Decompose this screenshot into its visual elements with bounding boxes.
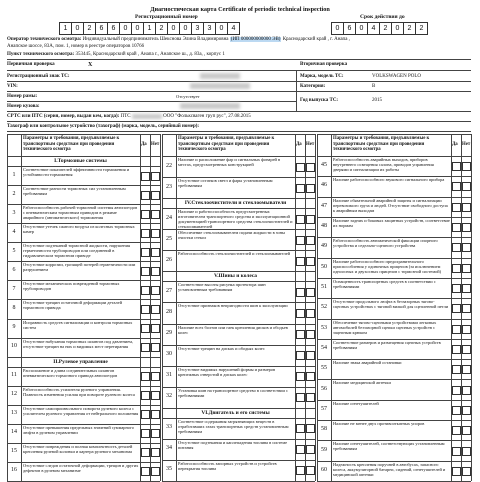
yes-checkbox[interactable] [141,448,150,457]
row-requirement: Установка шин на транспортное средство в соответствии с требованиями [178,387,288,398]
section-title: VI.Двигатель и его системы [201,409,270,416]
row-number: 59 [321,446,327,453]
no-checkbox[interactable] [462,304,471,313]
no-checkbox[interactable] [151,210,160,219]
registration-digit: 6 [95,22,108,35]
yes-checkbox[interactable] [141,467,150,476]
registration-digit: 1 [59,22,72,35]
row-requirement: Отсутствие остатков светл и фары установленным требованиям [178,178,273,189]
yes-checkbox[interactable] [141,391,150,400]
yes-checkbox[interactable] [296,309,305,318]
yes-checkbox[interactable] [296,351,305,360]
table-header-no: Нет [151,142,160,147]
srts-number-redacted: 00000000000 [131,114,162,119]
yes-checkbox[interactable] [452,264,461,273]
yes-checkbox[interactable] [452,203,461,212]
yes-checkbox[interactable] [452,365,461,374]
row-requirement: Отсутствие самопроизвольного поворота рулевого колеса с усилителем рулевого управления от нейтрального положения [23,405,139,416]
row-number: 46 [321,182,327,189]
yes-checkbox[interactable] [296,257,305,266]
row-divider [162,408,315,409]
no-checkbox[interactable] [306,288,315,297]
no-checkbox[interactable] [462,386,471,395]
yes-checkbox[interactable] [452,345,461,354]
no-checkbox[interactable] [151,429,160,438]
row-number: 31 [166,372,172,379]
row-divider [162,198,315,199]
row-requirement: Наличие и работоспособность предусмотренных изготовителем транспортного средства и эксплуатационной документацией транспортного средства стеклоочистителей и стеклоомывателей [178,209,293,230]
table-header-no: Нет [462,142,471,147]
yes-checkbox[interactable] [452,223,461,232]
row-number: 15 [11,448,17,455]
yes-checkbox[interactable] [141,429,150,438]
category-value: B [372,84,376,89]
yes-checkbox[interactable] [452,426,461,435]
table-header-params: Параметры и требования, предъявляемые к транспортным средствам при проведении технического осмотра [23,136,120,152]
yes-checkbox[interactable] [296,236,305,245]
yes-checkbox[interactable] [141,191,150,200]
table-header-yes: Да [141,142,147,147]
vin-label: VIN: [7,84,18,89]
row-number: 8 [12,304,16,311]
registration-digit: 1 [143,22,156,35]
vin-value-redacted [190,83,250,89]
registration-digit: 4 [227,22,240,35]
yes-checkbox[interactable] [141,267,150,276]
row-number: 60 [321,466,327,473]
validity-digit: 0 [355,22,368,35]
table-header-yes: Да [452,142,458,147]
no-checkbox[interactable] [462,365,471,374]
row-requirement: Наличие работоспособного предохранительного приспособления у одиночных прицепов (за исключением одноосных и двухосных прицепов с тормозной системой) [333,258,442,274]
row-number: 48 [321,223,327,230]
row-number: 55 [321,365,327,372]
yes-checkbox[interactable] [141,372,150,381]
row-requirement: Отсутствие признаков непригодности шин к эксплуатации [178,303,288,309]
row-requirement: Работоспособность усилителя рулевого управления. Плавность изменения усилия при повороте рулевого колеса [23,386,135,397]
yes-checkbox[interactable] [452,304,461,313]
station-line [7,52,225,58]
row-requirement: Работоспособность запорных устройств и устройств перекрытия топлива [178,460,277,471]
row-number: 16 [11,467,17,474]
srts-issuer: ООО "Фольксваген груп рус", 27.08.2015 [163,114,251,119]
yes-checkbox[interactable] [452,182,461,191]
row-requirement: Соответствие разности тормозных сил установленным требованиям [23,186,126,197]
row-requirement: Отсутствие трещин остаточной деформации деталей тормозного привода [23,300,122,311]
row-number: 9 [12,324,16,331]
no-checkbox[interactable] [306,215,315,224]
row-requirement: Отсутствие повреждения и полная комплектность деталей крепления рулевой колонки и картера рулевого механизма [23,443,133,454]
no-checkbox[interactable] [462,162,471,171]
no-checkbox[interactable] [151,286,160,295]
row-number: 34 [166,445,172,452]
table-header-params: Параметры и требования, предъявляемые к транспортным средствам при проведении технического осмотра [333,136,430,152]
yes-checkbox[interactable] [452,447,461,456]
no-checkbox[interactable] [462,467,471,476]
reg-sign-value-redacted [200,73,240,79]
row-requirement: Отсутствие подтекания и каплепадения топлива в системе питания [178,439,288,450]
row-number: 11 [11,372,17,379]
row-requirement: Отсутствие механических повреждений тормозных трубопроводов [23,281,120,292]
section-title: II.Рулевое управление [53,358,108,365]
row-requirement: Отсутствие следов остаточной деформации, трещин и других дефектов в рулевом механизме [23,462,139,473]
section-title: IV.Стеклоочистители и стеклоомыватели [184,200,287,207]
yes-checkbox[interactable] [296,424,305,433]
table-border [317,134,471,135]
row-number: 24 [166,214,172,221]
no-checkbox[interactable] [151,343,160,352]
row-number: 30 [166,351,172,358]
yes-checkbox[interactable] [296,184,305,193]
row-requirement: Отсутствие видимых нарушений формы и размеров крепежных отверстий в дисках колес [178,366,276,377]
row-requirement: Наличие знака аварийной остановки [333,360,402,366]
body-number-label: Номер кузова: [7,104,40,109]
table-border [315,134,316,481]
row-number: 1 [12,171,16,178]
no-checkbox[interactable] [462,223,471,232]
row-number: 7 [12,285,16,292]
row-number: 50 [321,263,327,270]
row-number: 45 [321,162,327,169]
table-header-divider [7,156,160,157]
no-checkbox[interactable] [151,324,160,333]
yes-checkbox[interactable] [141,210,150,219]
year-label: Год выпуска ТС: [300,98,339,103]
no-checkbox[interactable] [462,345,471,354]
row-number: 28 [166,308,172,315]
row-number: 32 [166,393,172,400]
registration-digit: 0 [167,22,180,35]
row-number: 49 [321,243,327,250]
row-number: 27 [166,287,172,294]
yes-checkbox[interactable] [452,162,461,171]
body-number-value-redacted [180,103,240,109]
registration-digit: 3 [191,22,204,35]
registration-number-label: Регистрационный номер [135,14,198,20]
row-number: 3 [12,209,16,216]
row-number: 52 [321,304,327,311]
no-checkbox[interactable] [462,325,471,334]
station-label: Пункт технического осмотра: [7,52,75,57]
yes-checkbox[interactable] [296,445,305,454]
tachograph-label: Тахограф или контрольное устройство (тахограф) (марка, модель, серийный номер): [7,124,200,129]
row-number: 47 [321,202,327,209]
table-header-params: Параметры и требования, предъявляемые к транспортным средствам при проведении технического осмотра [178,136,275,152]
registration-digit: 2 [155,22,168,35]
table-header-yes: Да [296,142,302,147]
validity-date-digits [332,22,428,35]
operator-ogrn: (ИП 000000000000 ЭВ) [230,37,281,42]
table-border [160,134,161,481]
yes-checkbox[interactable] [141,172,150,181]
category-label: Категория: [300,84,326,89]
no-checkbox[interactable] [462,182,471,191]
row-requirement: Соответствие показателей эффективности торможения и устойчивости торможения [23,167,130,177]
no-checkbox[interactable] [151,448,160,457]
row-number: 35 [166,466,172,473]
row-number: 25 [166,235,172,242]
yes-checkbox[interactable] [452,406,461,415]
row-requirement: Работоспособность рабочей тормозной системы автопоездов с пневматическим тормозным приводом в режиме аварийного (автоматического) торможения [23,205,138,221]
table-border [471,134,472,481]
validity-label: Срок действия до [360,14,405,20]
table-header-no: Нет [306,142,315,147]
operator-address: Краснодарский край , г. Анапа , [282,37,350,42]
row-number: 56 [321,385,327,392]
row-number: 6 [12,266,16,273]
no-checkbox[interactable] [306,184,315,193]
no-checkbox[interactable] [306,372,315,381]
primary-check-mark: X [88,62,93,68]
row-number: 53 [321,324,327,331]
no-checkbox[interactable] [462,264,471,273]
operator-value: Индивидуальный предприниматель Шекснова Элина Владимировна [82,37,229,42]
registration-number-digits [60,22,240,35]
validity-digit: 2 [379,22,392,35]
row-number: 12 [11,391,17,398]
table-border [7,134,160,135]
no-checkbox[interactable] [462,426,471,435]
yes-checkbox[interactable] [296,163,305,172]
row-number: 54 [321,344,327,351]
row-requirement: Наличие медицинской аптечки [333,380,391,386]
yes-checkbox[interactable] [141,305,150,314]
no-checkbox[interactable] [306,424,315,433]
yes-checkbox[interactable] [296,372,305,381]
yes-checkbox[interactable] [296,466,305,475]
secondary-check-label: Вторичная проверка [300,62,348,67]
no-checkbox[interactable] [462,243,471,252]
srts-line [7,114,251,120]
operator-label: Оператор технического осмотра: [7,37,82,42]
primary-check-label: Первичная проверка [7,62,55,67]
no-checkbox[interactable] [462,406,471,415]
registration-digit: 3 [203,22,216,35]
registration-digit: 0 [119,22,132,35]
yes-checkbox[interactable] [141,343,150,352]
row-number: 14 [11,429,17,436]
no-checkbox[interactable] [462,447,471,456]
no-checkbox[interactable] [151,410,160,419]
registration-digit: 0 [215,22,228,35]
row-number: 57 [321,405,327,412]
validity-digit: 4 [367,22,380,35]
row-requirement: Обеспечение тягово-сцепными устройствами легковых автомобилей беззазорной сцепки сцепных устройств с зацепным крюком [333,319,437,335]
row-number: 33 [166,424,172,431]
row-number: 26 [166,256,172,263]
no-checkbox[interactable] [306,257,315,266]
row-requirement: Работоспособность аварийных выходов, приборов внутреннего освещения салона, приводов управления дверями и сигнализации их работы [333,157,434,172]
row-requirement: Наличие огнетушителей, соответствующих установленным требованиям [333,441,445,452]
row-number: 10 [11,343,17,350]
yes-checkbox[interactable] [452,386,461,395]
no-checkbox[interactable] [306,236,315,245]
registration-digit: 6 [107,22,120,35]
validity-digit: 6 [343,22,356,35]
row-requirement: Соответствие содержания загрязняющих веществ в отработавших газах транспортных средств установленным требованиям [178,418,289,434]
registration-digit: 0 [131,22,144,35]
operator-address-line2: Анапское шоссе, 83А, пом. 1, номер в реестре операторов 10766 [7,44,145,49]
row-requirement: Отсутствие подтеканий тормозной жидкости, нарушения герметичности трубопроводов или соединений в гидравлическом тормозном приводе [23,243,131,259]
station-value: 353445, Краснодарский край , Анапа г., Анапское ш., д. 83а, , корпус 1 [75,52,225,57]
no-checkbox[interactable] [151,391,160,400]
table-border [162,134,315,135]
row-requirement: Отсутствие коррозии, грозящей потерей герметичности или разрушением [23,262,136,273]
no-checkbox[interactable] [306,393,315,402]
no-checkbox[interactable] [462,284,471,293]
no-checkbox[interactable] [151,191,160,200]
row-number: 58 [321,426,327,433]
yes-checkbox[interactable] [296,393,305,402]
yes-checkbox[interactable] [452,243,461,252]
row-number: 22 [166,162,172,169]
row-requirement: Расположение и длина соединительных шлангов пневматического тормозного привода автопоездов [23,367,118,378]
yes-checkbox[interactable] [141,410,150,419]
yes-checkbox[interactable] [296,330,305,339]
make-model-label: Марка, модель ТС: [300,74,344,79]
row-number: 13 [11,410,17,417]
section-title: V.Шины и колеса [214,273,257,280]
operator-line [7,37,350,43]
row-requirement: Наличие и расположение фар и сигнальных фонарей в местах, предусмотренных конструкцией [178,157,281,167]
validity-digit: 2 [403,22,416,35]
row-number: 4 [12,228,16,235]
row-requirement: Отсутствие набухания тормозных шлангов под давлением, отсутствие трещин на них и видимых мест перетирания [23,338,134,349]
row-number: 29 [166,330,172,337]
table-column-divider [176,134,177,481]
frame-number-value: Отсутствует [176,94,200,99]
validity-digit: 0 [331,22,344,35]
registration-digit: 0 [179,22,192,35]
yes-checkbox[interactable] [141,324,150,333]
registration-digit: 2 [83,22,96,35]
yes-checkbox[interactable] [452,325,461,334]
row-requirement: Наличие работоспособного звукового сигнального прибора [333,177,445,183]
no-checkbox[interactable] [151,172,160,181]
no-checkbox[interactable] [151,305,160,314]
year-value: 2015 [372,98,382,103]
row-number: 5 [12,247,16,254]
row-requirement: Отсутствие утечек сжатого воздуха из колесных тормозных камер [23,224,135,235]
yes-checkbox[interactable] [141,248,150,257]
yes-checkbox[interactable] [141,286,150,295]
frame-number-label: Номер рамы: [7,94,38,99]
no-checkbox[interactable] [151,229,160,238]
no-checkbox[interactable] [151,372,160,381]
yes-checkbox[interactable] [296,288,305,297]
row-requirement: Отсутствие трещин на дисках и ободьях колес [178,345,265,351]
row-number: 51 [321,284,327,291]
row-requirement: Надежность крепления поручней в автобусах, запасного колеса, аккумуляторной батареи, сидений, огнетушителей и медицинской аптечки [333,461,446,477]
row-requirement: Работоспособность стеклоочистителей и стеклоомывателей [178,251,291,257]
no-checkbox[interactable] [306,351,315,360]
row-requirement: Соответствие размеров и размещения сцепных устройств требованиям [333,339,441,350]
yes-checkbox[interactable] [452,467,461,476]
no-checkbox[interactable] [306,466,315,475]
document-title: Диагностическая карта Certificate of periodic technical inspection [150,6,330,13]
registration-digit: 0 [71,22,84,35]
no-checkbox[interactable] [151,267,160,276]
row-number: 23 [166,183,172,190]
row-requirement: Работоспособность автоматической фиксации опорного устройства и седельно-сцепного устройства [333,238,438,249]
row-requirement: Наличие огнетушителей [333,400,379,406]
row-requirement: Обеспечение стеклоомывателем подачи жидкости в зоны очистки стекол [178,230,285,241]
row-number: 2 [12,190,16,197]
row-divider [162,271,315,272]
no-checkbox[interactable] [462,203,471,212]
yes-checkbox[interactable] [452,284,461,293]
row-requirement: Наличие всех болтов или гаек крепления дисков и ободьев колес [178,324,288,335]
row-requirement: Наличие не менее двух противооткатных упоров [333,421,425,427]
row-requirement: Наличие задних и боковых защитных устройств, соответствие их нормам [333,217,450,228]
row-requirement: Отсутствие продольного люфта в беззазорных тягово-сцепных устройствах с тяговой вилкой для сцепленной петли [333,299,449,310]
no-checkbox[interactable] [306,309,315,318]
reg-sign-label: Регистрационный знак ТС: [7,74,70,79]
section-title: I.Тормозные системы [54,158,107,164]
srts-value: ПТС [120,114,131,119]
row-requirement: Наличие обязательной аварийной защиты и сигнализации перевозимого груза и людей. Отсутствие свободного доступа к аварийным выходам [333,197,448,213]
no-checkbox[interactable] [306,163,315,172]
row-divider [7,357,160,358]
row-requirement: Оснащенность транспортных средств в соответствии с требованиями [333,278,436,289]
table-column-divider [331,134,332,481]
no-checkbox[interactable] [306,330,315,339]
row-requirement: Отсутствие превышения предельных значений суммарного люфта в рулевом управлении [23,424,134,435]
validity-digit: 0 [391,22,404,35]
no-checkbox[interactable] [306,445,315,454]
row-requirement: Соответствие высоты рисунка протектора шин установленным требованиям [178,282,266,293]
srts-label: СРТС или ПТС (серия, номер, выдан кем, когда): [7,114,120,119]
validity-digit: 2 [415,22,428,35]
make-model-value: VOLKSWAGEN POLO [372,74,422,79]
no-checkbox[interactable] [151,248,160,257]
yes-checkbox[interactable] [141,229,150,238]
yes-checkbox[interactable] [296,215,305,224]
row-requirement: Исправность средств сигнализации и контроля тормозных систем [23,319,133,330]
no-checkbox[interactable] [151,467,160,476]
